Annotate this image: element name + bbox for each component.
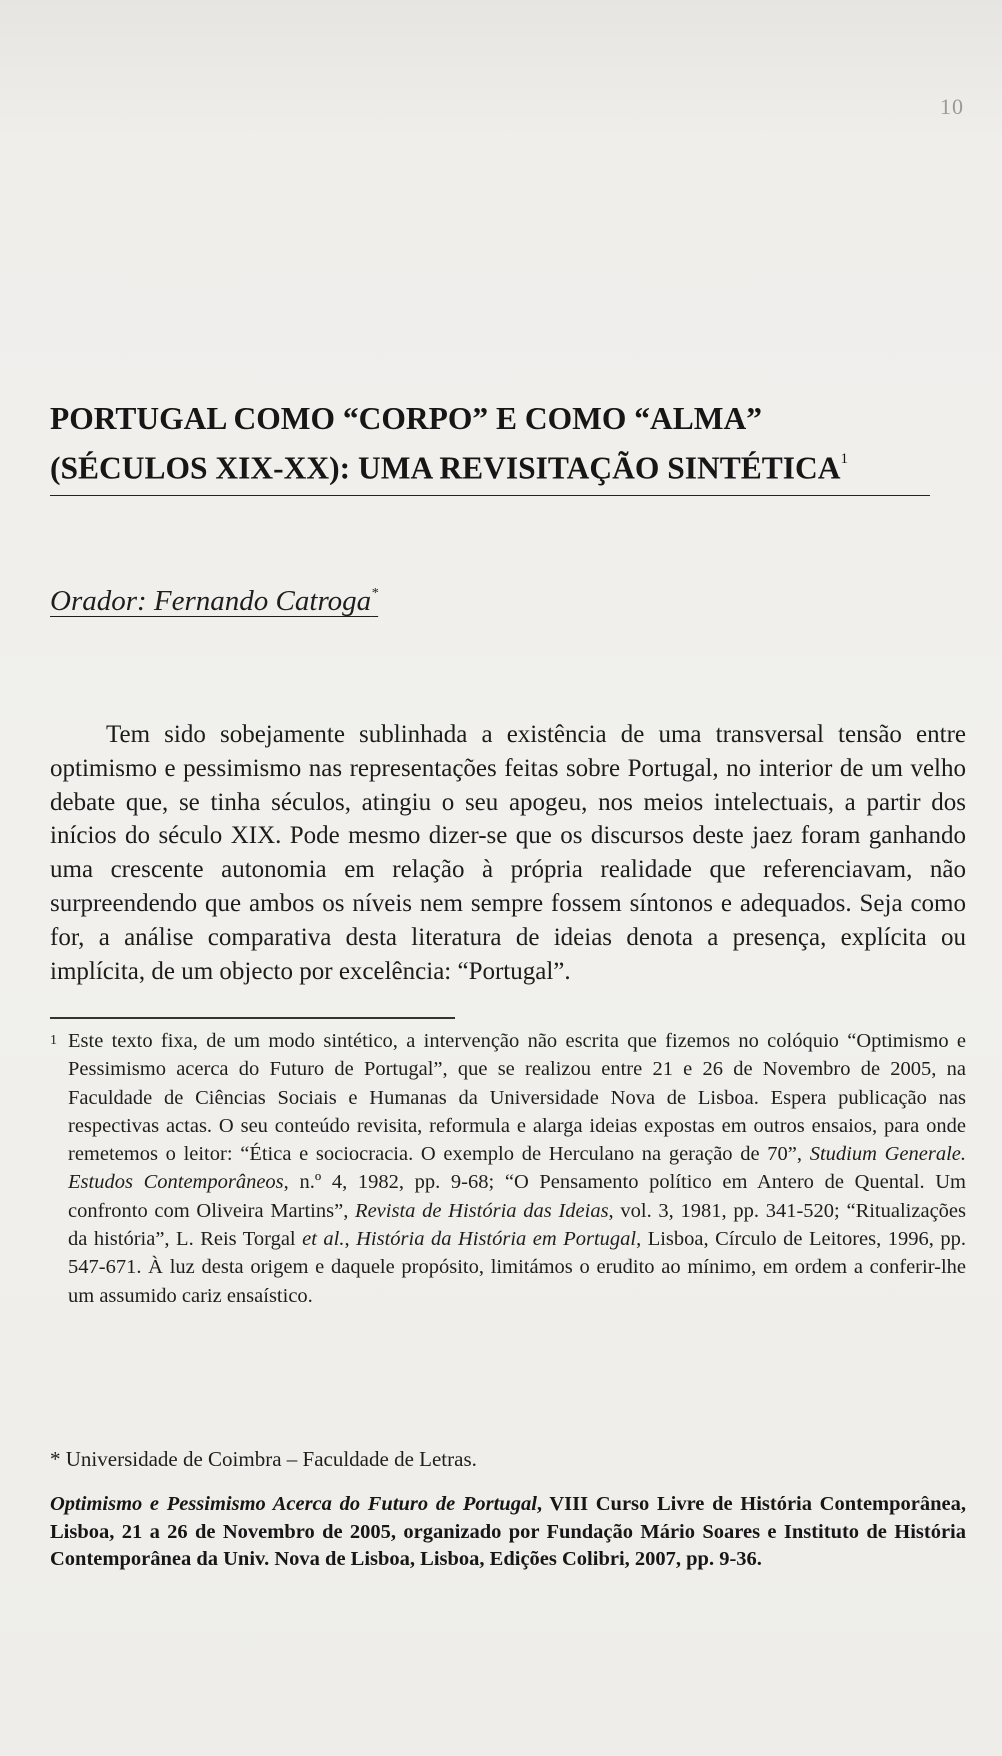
- footnote-text-part-1: Este texto fixa, de um modo sintético, a intervenção não escrita que fizemos no colóquio “Optimismo e Pessimismo acerca do Futuro de Portugal”, que se realizou entre 21 e 26 de Novembro de 2005, na Faculdade de Ciências Sociais e Humanas da Universidade Nova de Lisboa. Espera publicação nas respectivas actas. O seu conteúdo revisita, reformula e alarga ideias expostas em outros ensaios, para onde remetemos o leitor: “Ética e sociocracia. O exemplo de Herculano na geração de 70”,: [68, 1030, 966, 1166]
- title-line-2-text: (SÉCULOS XIX-XX): UMA REVISITAÇÃO SINTÉTICA: [50, 450, 841, 486]
- citation-book-title: Optimismo e Pessimismo Acerca do Futuro de Portugal: [50, 1493, 537, 1515]
- footnote-text: [68, 1027, 966, 1310]
- title-footnote-mark: 1: [840, 451, 849, 467]
- title-underline: [50, 495, 930, 497]
- footnote-separator: [50, 1017, 455, 1019]
- footnote-text-part-4: ,: [344, 1228, 357, 1251]
- speaker-line: [50, 585, 378, 618]
- footnote-text-part-3: , vol. 3, 1981, pp. 341-520; “Ritualizações da história”, L. Reis Torgal: [68, 1199, 966, 1251]
- footnote-text-part-2: , n.º 4, 1982, pp. 9-68; “O Pensamento político em Antero de Quental. Um confronto com Oliveira Martins”,: [68, 1171, 966, 1222]
- page-number: 10: [940, 94, 964, 119]
- body-paragraph: Tem sido sobejamente sublinhada a existência de uma transversal tensão entre optimismo e pessimismo nas representações feitas sobre Portugal, no interior de um velho debate que, se tinha séculos, atingiu o seu apogeu, nos meios intelectuais, a partir dos inícios do século XIX. Pode mesmo dizer-se que os discursos deste jaez foram ganhando uma crescente autonomia em relação à própria realidade que referenciavam, não surpreendendo que ambos os níveis nem sempre fossem síntonos e adequados. Seja como for, a análise comparativa desta literatura de ideias denota a presença, explícita ou implícita, de um objecto por excelência: “Portugal”.: [50, 721, 966, 985]
- citation-details: , VIII Curso Livre de História Contemporânea, Lisboa, 21 a 26 de Novembro de 2005, organizado por Fundação Mário Soares e Instituto de História Contemporânea da Univ. Nova de Lisboa, Lisboa, Edições Colibri, 2007, pp. 9-36.: [50, 1493, 966, 1570]
- footnote-ref-title-3: História da História em Portugal: [356, 1228, 637, 1251]
- title-line-2: [50, 441, 930, 491]
- speaker-mark: *: [371, 586, 379, 602]
- title-line-1: PORTUGAL COMO “CORPO” E COMO “ALMA”: [50, 401, 762, 436]
- article-title: [50, 396, 930, 496]
- footnote-ref-title-1: Studium Generale. Estudos Contemporâneos: [68, 1143, 966, 1194]
- speaker-name: Orador: Fernando Catroga: [50, 585, 372, 617]
- footnote-ref-title-2: Revista de História das Ideias: [355, 1199, 609, 1222]
- publication-citation: [50, 1491, 966, 1574]
- footnote-mark: 1: [50, 1033, 57, 1048]
- footnote-text-part-5: , Lisboa, Círculo de Leitores, 1996, pp. 547-671. À luz desta origem e daquele propósito, limitámos o erudito ao mínimo, em ordem a conferir-lhe um assumido cariz ensaístico.: [68, 1228, 966, 1307]
- author-affiliation: * Universidade de Coimbra – Faculdade de Letras.: [50, 1447, 477, 1471]
- footnote-ref-etal: et al.: [302, 1228, 345, 1251]
- footnote-1: [50, 1027, 966, 1310]
